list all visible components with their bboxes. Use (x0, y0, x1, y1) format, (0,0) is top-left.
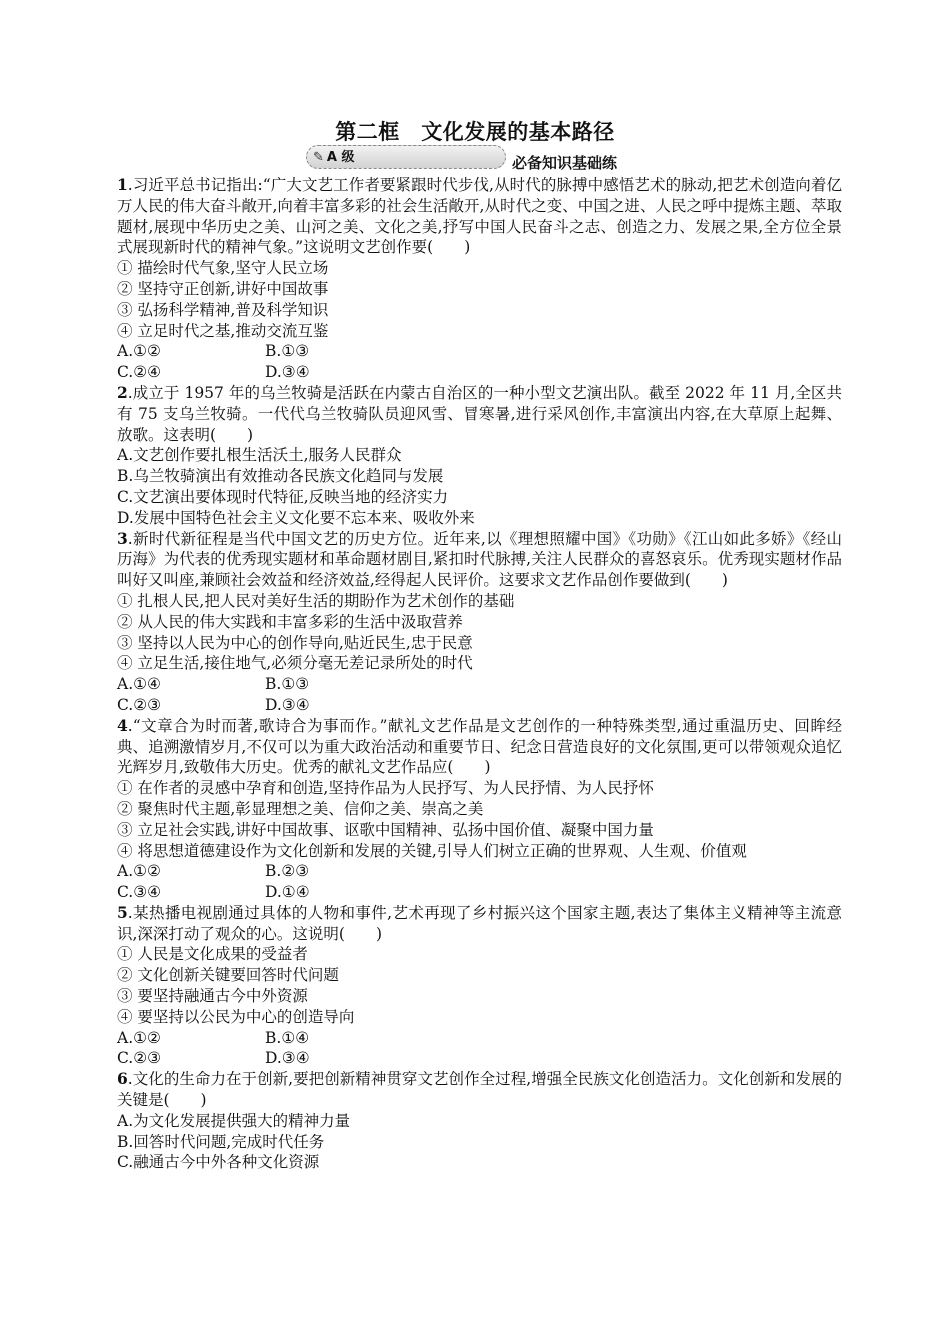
statement: ③ 弘扬科学精神,普及科学知识 (117, 300, 329, 319)
choice-d[interactable]: D.③④ (265, 363, 310, 382)
question-number: 1 (117, 175, 128, 194)
statement: ① 人民是文化成果的受益者 (117, 945, 308, 964)
choice-b[interactable]: B.乌兰牧骑演出有效推动各民族文化趋同与发展 (117, 467, 444, 486)
statement: ② 从人民的伟大实践和丰富多彩的生活中汲取营养 (117, 612, 463, 631)
choice-c[interactable]: C.文艺演出要体现时代特征,反映当地的经济实力 (117, 487, 449, 506)
statement: ② 文化创新关键要回答时代问题 (117, 966, 339, 985)
question-stem (117, 1069, 842, 1111)
statement: ② 聚焦时代主题,彰显理想之美、信仰之美、崇高之美 (117, 799, 484, 818)
choice-a[interactable]: A.①② (117, 862, 161, 881)
choice-b[interactable]: B.①③ (265, 675, 310, 694)
question-stem (117, 529, 842, 591)
choice-a[interactable]: A.①② (117, 342, 161, 361)
choice-b[interactable]: B.回答时代问题,完成时代任务 (117, 1132, 325, 1151)
question-number: 6 (117, 1069, 128, 1089)
statement: ① 扎根人民,把人民对美好生活的期盼作为艺术创作的基础 (117, 591, 515, 610)
statement: ③ 立足社会实践,讲好中国故事、讴歌中国精神、弘扬中国价值、凝聚中国力量 (117, 820, 654, 839)
choice-d[interactable]: D.③④ (265, 1049, 310, 1068)
page-title: 第二框 文化发展的基本路径 (335, 120, 615, 144)
question-number: 5 (117, 902, 128, 922)
choice-c[interactable]: C.③④ (117, 883, 162, 902)
choice-a[interactable]: A.文艺创作要扎根生活沃土,服务人民群众 (117, 446, 402, 465)
statement: ② 坚持守正创新,讲好中国故事 (117, 279, 329, 298)
choice-d[interactable]: D.③④ (265, 695, 310, 714)
question-number: 4 (117, 715, 128, 735)
question-1 (117, 175, 842, 383)
choice-c[interactable]: C.②④ (117, 363, 162, 382)
choice-b[interactable]: B.①④ (265, 1028, 310, 1047)
statement: ④ 立足时代之基,推动交流互鉴 (117, 321, 329, 340)
choice-a[interactable]: A.①② (117, 1028, 161, 1047)
question-6 (117, 1069, 842, 1173)
question-text: .某热播电视剧通过具体的人物和事件,艺术再现了乡村振兴这个国家主题,表达了集体主义精神等主流意识,深深打动了观众的心。这说明( ) (117, 903, 842, 943)
choice-d[interactable]: D.①④ (265, 883, 310, 902)
choice-row (117, 861, 842, 882)
statement: ④ 要坚持以公民为中心的创造导向 (117, 1007, 355, 1026)
question-4 (117, 716, 842, 903)
question-text: .文化的生命力在于创新,要把创新精神贯穿文艺创作全过程,增强全民族文化创造活力。文化创新和发展的关键是( ) (117, 1070, 842, 1110)
choice-a[interactable]: A.①④ (117, 675, 161, 694)
question-text: .成立于 1957 年的乌兰牧骑是活跃在内蒙古自治区的一种小型文艺演出队。截至 2022 年 11 月,全区共有 75 支乌兰牧骑。一代代乌兰牧骑队员迎风雪、冒寒暑,进行采风创作,丰富演出内容,在大草原上起舞、放歌。这表明( ) (117, 383, 842, 444)
question-text: .新时代新征程是当代中国文艺的历史方位。近年来,以《理想照耀中国》《功勋》《江山如此多娇》《经山历海》为代表的优秀现实题材和革命题材剧目,紧扣时代脉搏,关注人民群众的喜怒哀乐。优秀现实题材作品叫好又叫座,兼顾社会效益和经济效益,经得起人民评价。这要求文艺作品创作要做到( ) (117, 529, 842, 590)
level-badge-label: A 级 (326, 150, 355, 165)
question-list (117, 175, 842, 1173)
choice-row (117, 882, 842, 903)
choice-row (117, 341, 842, 362)
statement: ① 在作者的灵感中孕育和创造,坚持作品为人民抒写、为人民抒情、为人民抒怀 (117, 779, 654, 798)
choice-row (117, 695, 842, 716)
choice-b[interactable]: B.①③ (265, 342, 310, 361)
statement: ④ 立足生活,接住地气,必须分毫无差记录所处的时代 (117, 654, 473, 673)
choice-c[interactable]: C.②③ (117, 1049, 162, 1068)
question-text: .习近平总书记指出:“广大文艺工作者要紧跟时代步伐,从时代的脉搏中感悟艺术的脉动,把艺术创造向着亿万人民的伟大奋斗敞开,向着丰富多彩的社会生活敞开,从时代之变、中国之进、人民之呼中提炼主题、萃取题材,展现中华历史之美、山河之美、文化之美,抒写中国人民奋斗之志、创造之力、发展之果,全方位全景式展现新时代的精神气象。”这说明文艺创作要( ) (117, 176, 842, 257)
question-number: 3 (117, 528, 128, 548)
question-number: 2 (117, 382, 128, 402)
choice-row (117, 1048, 842, 1069)
level-badge (306, 145, 506, 169)
question-stem (117, 383, 842, 445)
choice-c[interactable]: C.②③ (117, 695, 162, 714)
statement: ③ 坚持以人民为中心的创作导向,贴近民生,忠于民意 (117, 633, 473, 652)
choice-b[interactable]: B.②③ (265, 862, 310, 881)
question-stem (117, 175, 842, 258)
statement: ③ 要坚持融通古今中外资源 (117, 987, 308, 1006)
choice-c[interactable]: C.融通古今中外各种文化资源 (117, 1153, 320, 1172)
choice-a[interactable]: A.为文化发展提供强大的精神力量 (117, 1111, 351, 1130)
choice-d[interactable]: D.发展中国特色社会主义文化要不忘本来、吸收外来 (117, 508, 475, 527)
choice-row (117, 674, 842, 695)
choice-row (117, 1028, 842, 1049)
question-stem (117, 903, 842, 945)
question-3 (117, 529, 842, 716)
statement: ① 描绘时代气象,坚守人民立场 (117, 259, 329, 278)
choice-row (117, 362, 842, 383)
section-title: 必备知识基础练 (512, 154, 618, 172)
question-text: .“文章合为时而著,歌诗合为事而作。”献礼文艺作品是文艺创作的一种特殊类型,通过重温历史、回眸经典、追溯激情岁月,不仅可以为重大政治活动和重要节日、纪念日营造良好的文化氛围,更可以带领观众追忆光辉岁月,致敬伟大历史。优秀的献礼文艺作品应( ) (117, 716, 842, 777)
question-stem (117, 716, 842, 778)
question-2 (117, 383, 842, 529)
pencil-icon: ✎ (313, 150, 324, 165)
statement: ④ 将思想道德建设作为文化创新和发展的关键,引导人们树立正确的世界观、人生观、价值观 (117, 841, 747, 860)
question-5 (117, 903, 842, 1069)
